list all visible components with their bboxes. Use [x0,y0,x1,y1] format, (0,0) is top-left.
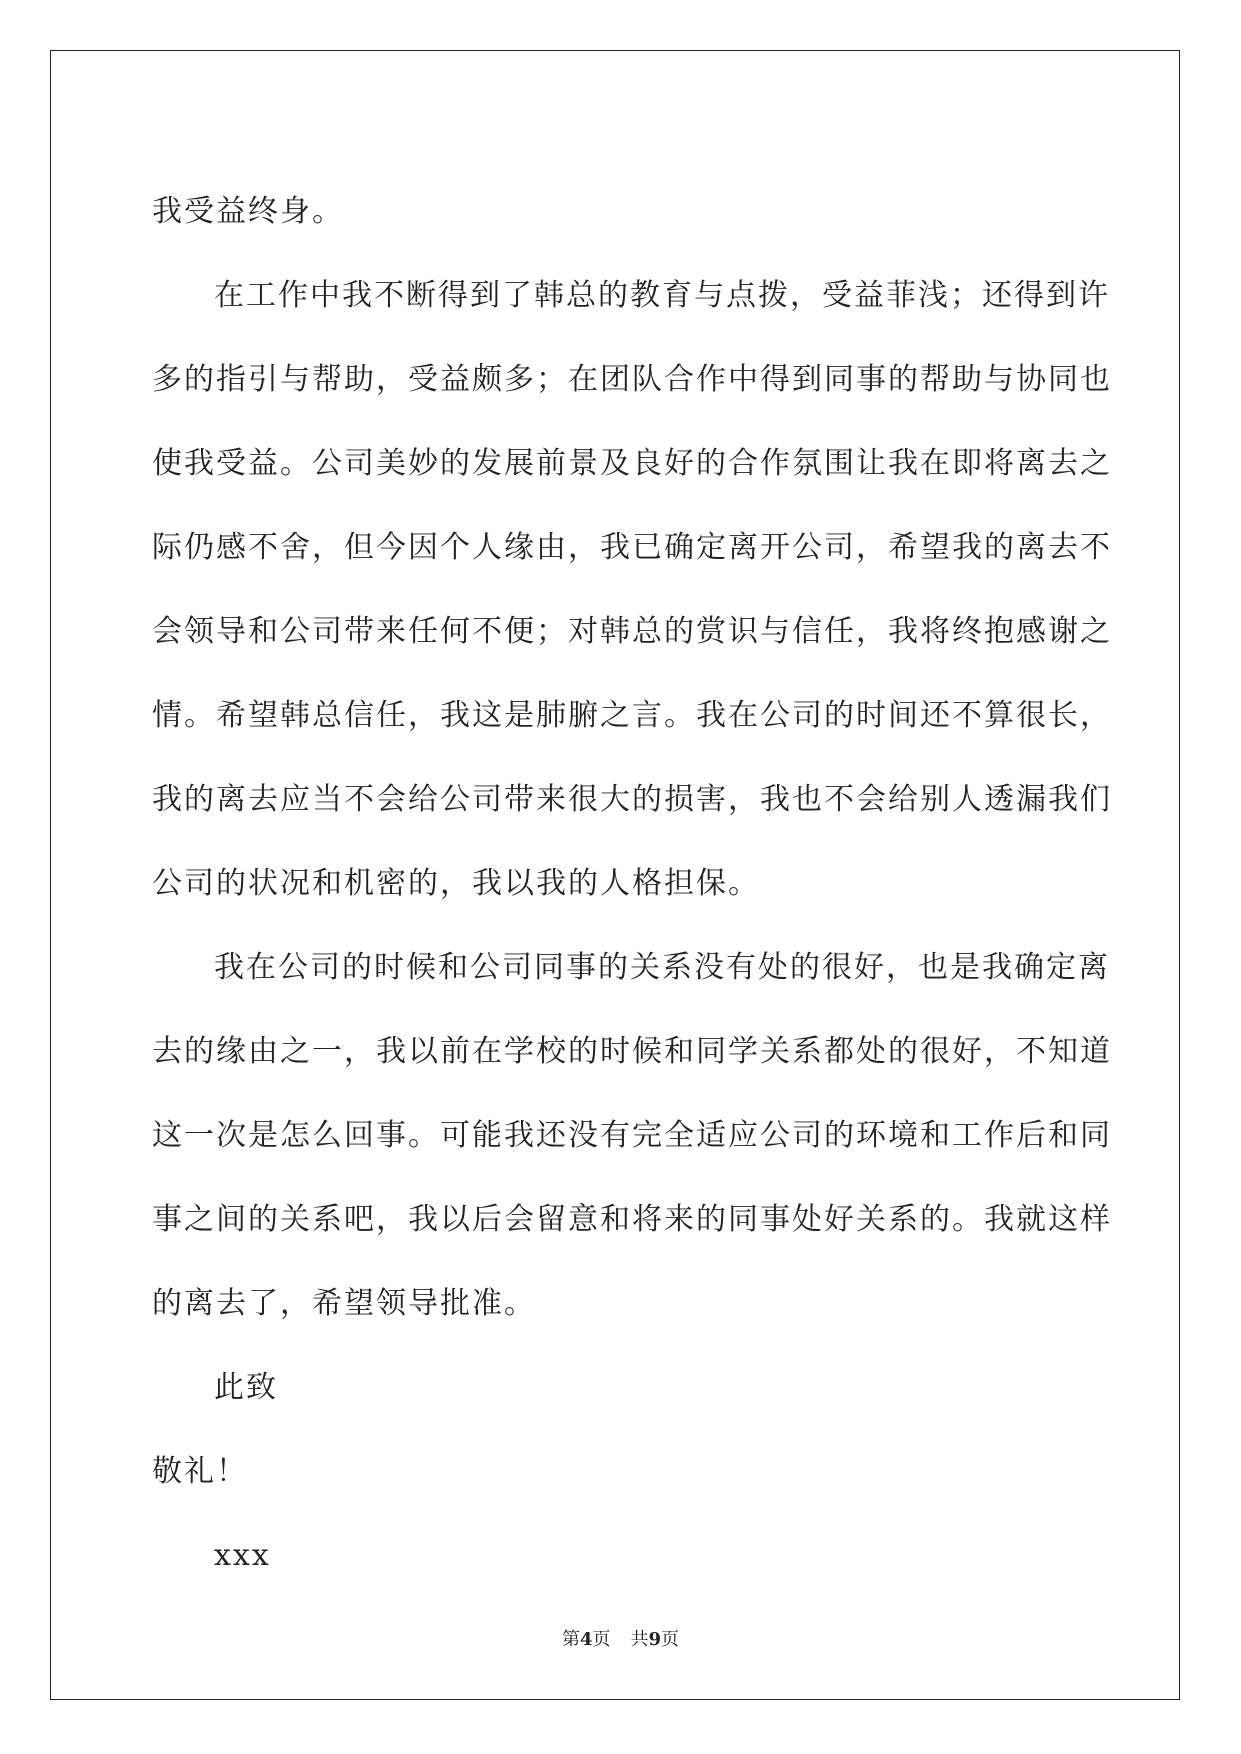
text-line: 的离去了，希望领导批准。 [152,1286,536,1321]
text-line: 我受益终身。 [152,194,344,229]
text-line: 这一次是怎么回事。可能我还没有完全适应公司的环境和工作后和同 [152,1118,1112,1153]
text-line: 我在公司的时候和公司同事的关系没有处的很好，也是我确定离 [214,950,1110,985]
text-line: 此致 [214,1370,278,1405]
footer-page-unit: 页 [592,1629,611,1650]
text-line: xxx [214,1538,271,1573]
text-line: 情。希望韩总信任，我这是肺腑之言。我在公司的时间还不算很长， [152,698,1112,733]
footer-prefix: 第 [561,1629,580,1650]
text-line: 会领导和公司带来任何不便；对韩总的赏识与信任，我将终抱感谢之 [152,614,1112,649]
text-line: 事之间的关系吧，我以后会留意和将来的同事处好关系的。我就这样 [152,1202,1112,1237]
letter-body [152,170,1112,1598]
text-line: 我的离去应当不会给公司带来很大的损害，我也不会给别人透漏我们 [152,782,1112,817]
footer-total-prefix: 共 [630,1629,649,1650]
text-line: 敬礼！ [152,1454,248,1489]
total-page-number: 9 [648,1629,662,1650]
text-line: 际仍感不舍，但今因个人缘由，我已确定离开公司，希望我的离去不 [152,530,1112,565]
footer-total-unit: 页 [661,1629,680,1650]
text-line: 去的缘由之一，我以前在学校的时候和同学关系都处的很好，不知道 [152,1034,1112,1069]
text-line: 使我受益。公司美妙的发展前景及良好的合作氛围让我在即将离去之 [152,446,1112,481]
page-footer [0,1625,1241,1651]
text-line: 多的指引与帮助，受益颇多；在团队合作中得到同事的帮助与协同也 [152,362,1112,397]
current-page-number: 4 [579,1629,593,1650]
text-line: 在工作中我不断得到了韩总的教育与点拨，受益菲浅；还得到许 [214,278,1110,313]
text-line: 公司的状况和机密的，我以我的人格担保。 [152,866,760,901]
